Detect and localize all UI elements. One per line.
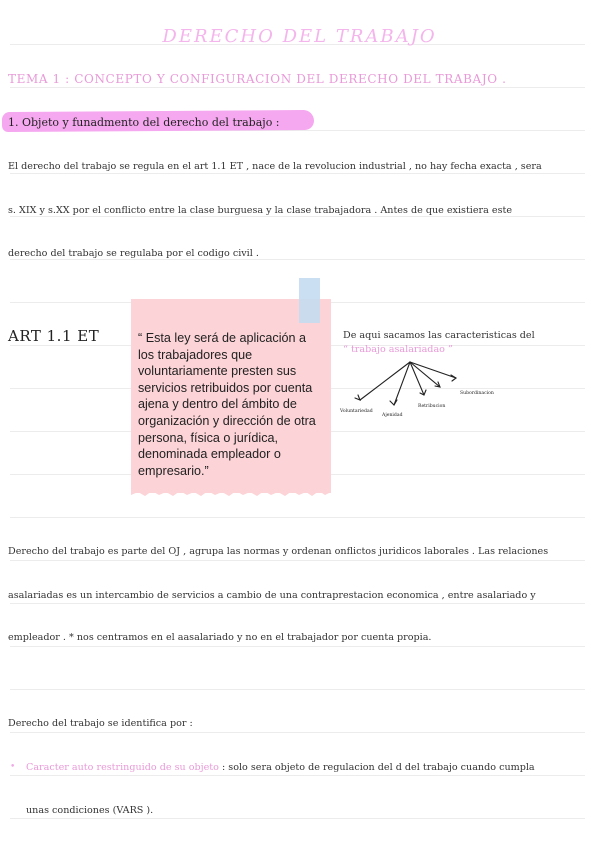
ruled-line [10, 87, 585, 88]
characteristics-term: “ trabajo asalariadao ” [343, 344, 453, 355]
ruled-line [10, 173, 585, 174]
characteristics-diagram [336, 356, 536, 420]
intro-line-3: derecho del trabajo se regulaba por el codigo civil . [8, 248, 259, 259]
ruled-line [10, 560, 585, 561]
ruled-line [10, 818, 585, 819]
bullet-item [26, 762, 535, 773]
section-heading: 1. Objeto y funadmento del derecho del trabajo : [8, 116, 280, 129]
intro-line-1: El derecho del trabajo se regula en el art 1.1 ET , nace de la revolucion industrial , no hay fecha exacta , sera [8, 161, 542, 172]
bullet-line-2: unas condiciones (VARS ). [26, 805, 154, 816]
diagram-label-retribucion: Retribucion [418, 404, 446, 409]
identifies-line: Derecho del trabajo se identifica por : [8, 718, 193, 729]
ruled-line [10, 259, 585, 260]
article-heading: ART 1.1 ET [8, 327, 100, 345]
diagram-label-ajenidad: Ajenidad [382, 413, 403, 418]
bullet-rest: : solo sera objeto de regulacion del d del trabajo cuando cumpla [218, 762, 535, 773]
ruled-line [10, 517, 585, 518]
ruled-line [10, 775, 585, 776]
body-line-1: Derecho del trabajo es parte del OJ , agrupa las normas y ordenan onflictos juridicos laborales . Las relaciones [8, 546, 549, 557]
article-quote: “ Esta ley será de aplicación a los trabajadores que voluntariamente presten sus servicios retribuidos por cuenta ajena y dentro del ámbito de organización y dirección de otra persona, física o jurídica, denominada empleador o empresario.” [138, 331, 316, 478]
diagram-label-voluntariedad: Voluntariedad [340, 409, 373, 414]
body-line-2: asalariadas es un intercambio de servicios a cambio de una contraprestacion economica , entre asalariado y [8, 590, 536, 601]
intro-line-2: s. XIX y s.XX por el conflicto entre la clase burguesa y la clase trabajadora . Antes de que existiera este [8, 205, 513, 216]
topic-heading: TEMA 1 : CONCEPTO Y CONFIGURACION DEL DERECHO DEL TRABAJO . [8, 72, 507, 86]
bullet-dot: • [10, 762, 16, 772]
tape-strip [299, 278, 320, 323]
characteristics-text: De aqui sacamos las caracteristicas del [343, 330, 535, 341]
sticky-note-torn-edge [131, 487, 331, 499]
bullet-lead: Caracter auto restringuido de su objeto [26, 762, 219, 773]
ruled-line [10, 689, 585, 690]
ruled-line [10, 732, 585, 733]
ruled-line [10, 646, 585, 647]
ruled-line [10, 216, 585, 217]
page-title: DERECHO DEL TRABAJO [162, 26, 437, 47]
ruled-line [10, 603, 585, 604]
body-line-3: empleador . * nos centramos en el aasalariado y no en el trabajador por cuenta propia. [8, 632, 432, 643]
diagram-label-subordinacion: Subordinacion [460, 391, 494, 396]
